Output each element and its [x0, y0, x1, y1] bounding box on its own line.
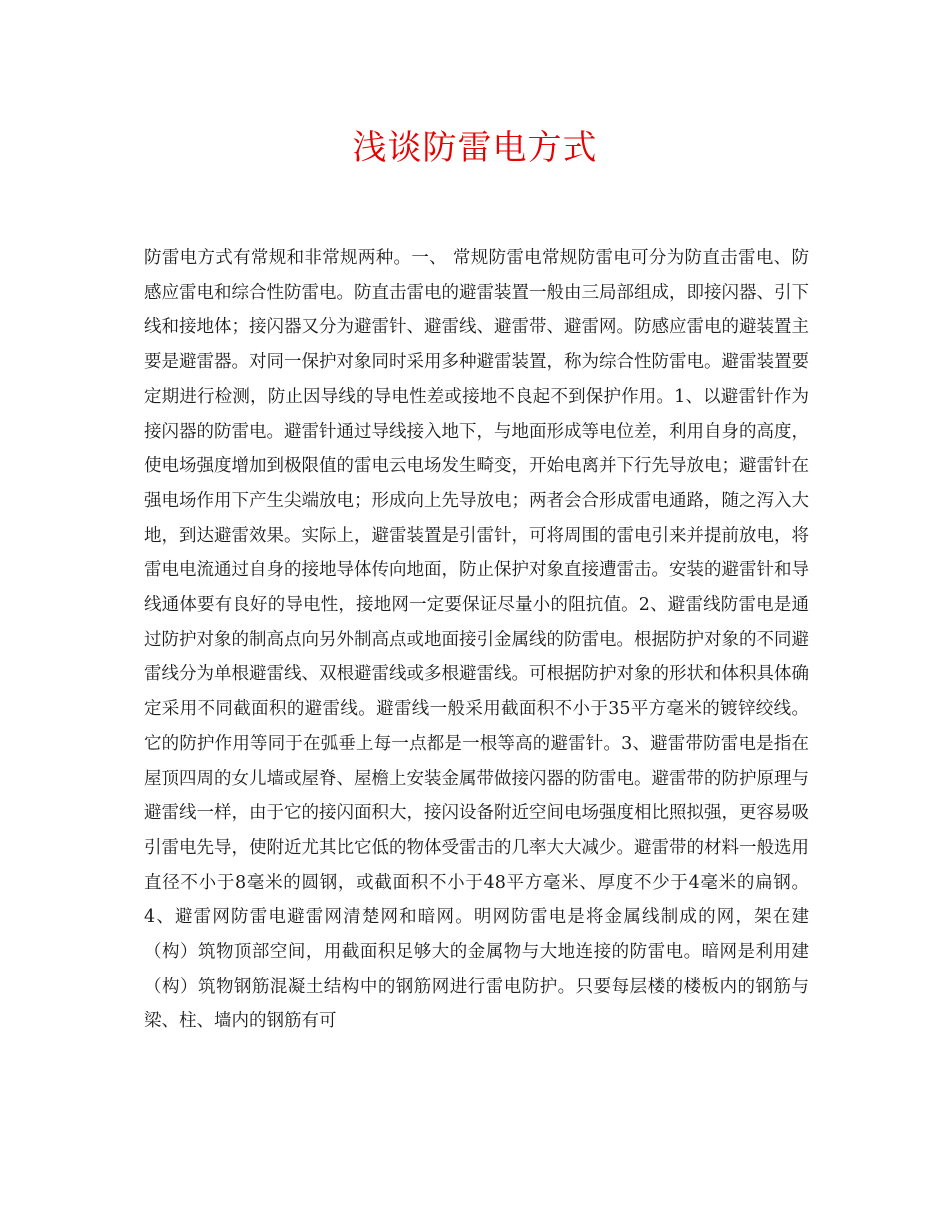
document-title: 浅谈防雷电方式	[352, 128, 598, 168]
document-body-paragraph: 防雷电方式有常规和非常规两种。一、 常规防雷电常规防雷电可分为防直击雷电、防感应雷电和综合性防雷电。防直击雷电的避雷装置一般由三局部组成，即接闪器、引下线和接地体；接闪器又分为避雷针、避雷线、避雷带、避雷网。防感应雷电的避装置主要是避雷器。对同一保护对象同时采用多种避雷装置，称为综合性防雷电。避雷装置要定期进行检测，防止因导线的导电性差或接地不良起不到保护作用。1、以避雷针作为接闪器的防雷电。避雷针通过导线接入地下，与地面形成等电位差，利用自身的高度，使电场强度增加到极限值的雷电云电场发生畸变，开始电离并下行先导放电；避雷针在强电场作用下产生尖端放电；形成向上先导放电；两者会合形成雷电通路，随之泻入大地，到达避雷效果。实际上，避雷装置是引雷针，可将周围的雷电引来并提前放电，将雷电电流通过自身的接地导体传向地面，防止保护对象直接遭雷击。安装的避雷针和导线通体要有良好的导电性，接地网一定要保证尽量小的阻抗值。2、避雷线防雷电是通过防护对象的制高点向另外制高点或地面接引金属线的防雷电。根据防护对象的不同避雷线分为单根避雷线、双根避雷线或多根避雷线。可根据防护对象的形状和体积具体确定采用不同截面积的避雷线。避雷线一般采用截面积不小于35平方毫米的镀锌绞线。它的防护作用等同于在弧垂上每一点都是一根等高的避雷针。3、避雷带防雷电是指在屋顶四周的女儿墙或屋脊、屋檐上安装金属带做接闪器的防雷电。避雷带的防护原理与避雷线一样，由于它的接闪面积大，接闪设备附近空间电场强度相比照拟强，更容易吸引雷电先导，使附近尤其比它低的物体受雷击的几率大大减少。避雷带的材料一般选用直径不小于8毫米的圆钢，或截面积不小于48平方毫米、厚度不少于4毫米的扁钢。4、避雷网防雷电避雷网清楚网和暗网。明网防雷电是将金属线制成的网，架在建（构）筑物顶部空间，用截面积足够大的金属物与大地连接的防雷电。暗网是利用建（构）筑物钢筋混凝土结构中的钢筋网进行雷电防护。只要每层楼的楼板内的钢筋与梁、柱、墙内的钢筋有可	[144, 248, 809, 1032]
